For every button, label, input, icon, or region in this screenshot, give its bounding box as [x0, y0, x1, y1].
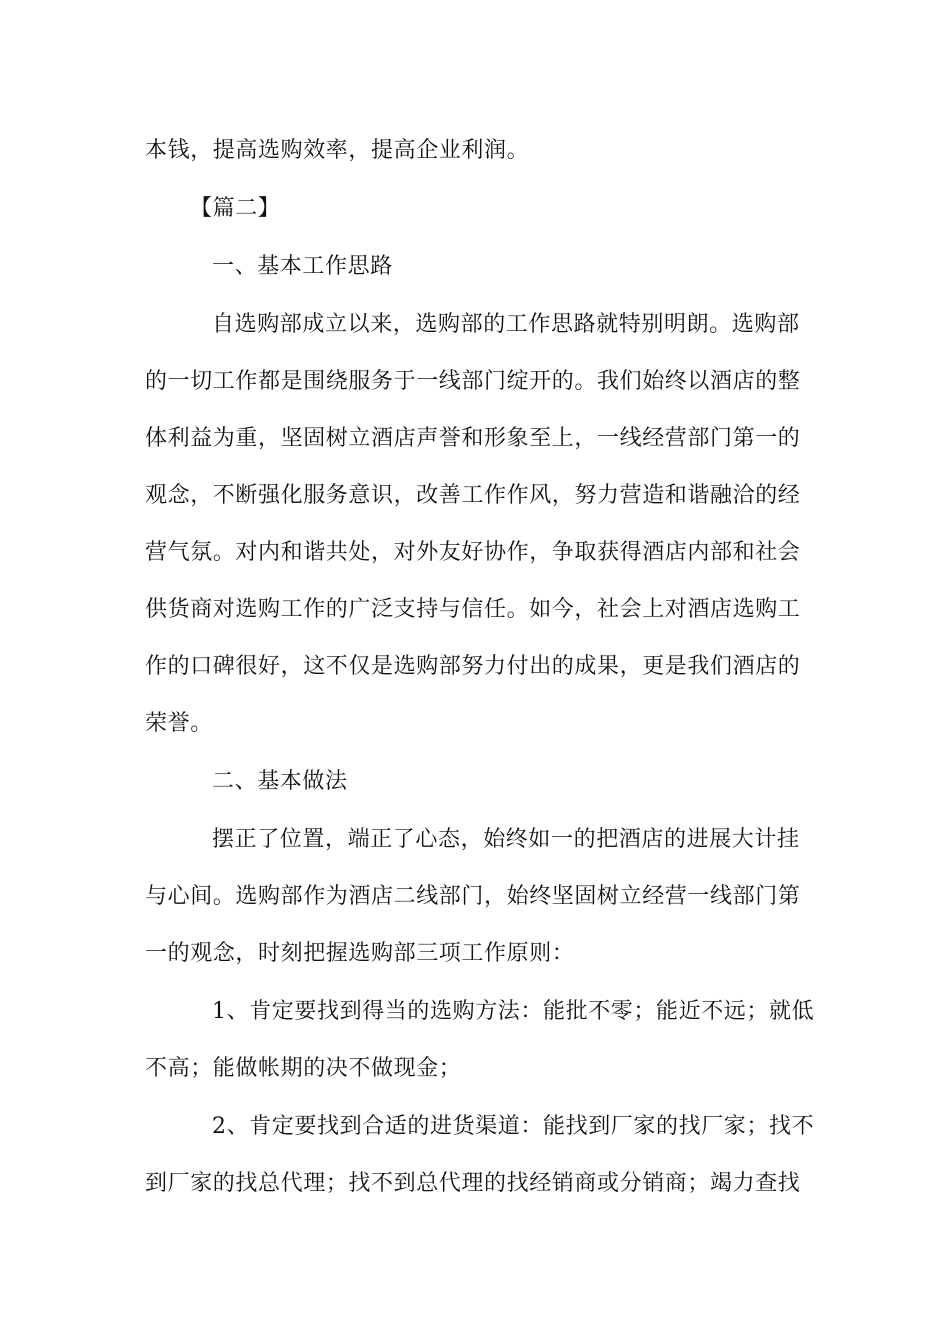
paragraph-line: 本钱，提高选购效率，提高企业利润。 — [145, 138, 530, 163]
paragraph-line: 观念，不断强化服务意识，改善工作作风，努力营造和谐融洽的经 — [145, 483, 801, 508]
list-item-line: 2、肯定要找到合适的进货渠道：能找到厂家的找厂家；找不 — [212, 1114, 815, 1139]
list-item-line: 1、肯定要找到得当的选购方法：能批不零；能近不远；就低 — [212, 999, 815, 1024]
section-heading: 二、基本做法 — [212, 769, 348, 794]
paragraph-line: 体利益为重，坚固树立酒店声誉和形象至上，一线经营部门第一的 — [145, 426, 801, 451]
section-heading: 一、基本工作思路 — [212, 254, 393, 279]
paragraph-line: 摆正了位置，端正了心态，始终如一的把酒店的进展大计挂 — [212, 827, 800, 852]
paragraph-line: 的一切工作都是围绕服务于一线部门绽开的。我们始终以酒店的整 — [145, 369, 801, 394]
paragraph-line: 一的观念，时刻把握选购部三项工作原则： — [145, 941, 575, 966]
paragraph-line: 营气氛。对内和谐共处，对外友好协作，争取获得酒店内部和社会 — [145, 540, 801, 565]
paragraph-line: 荣誉。 — [145, 711, 213, 736]
section-heading: 【篇二】 — [190, 196, 281, 221]
paragraph-line: 自选购部成立以来，选购部的工作思路就特别明朗。选购部 — [212, 312, 800, 337]
list-item-line: 到厂家的找总代理；找不到总代理的找经销商或分销商；竭力查找 — [145, 1171, 801, 1196]
list-item-line: 不高；能做帐期的决不做现金； — [145, 1056, 462, 1081]
paragraph-line: 供货商对选购工作的广泛支持与信任。如今，社会上对酒店选购工 — [145, 597, 801, 622]
paragraph-line: 与心间。选购部作为酒店二线部门，始终坚固树立经营一线部门第 — [145, 884, 801, 909]
paragraph-line: 作的口碑很好，这不仅是选购部努力付出的成果，更是我们酒店的 — [145, 654, 801, 679]
